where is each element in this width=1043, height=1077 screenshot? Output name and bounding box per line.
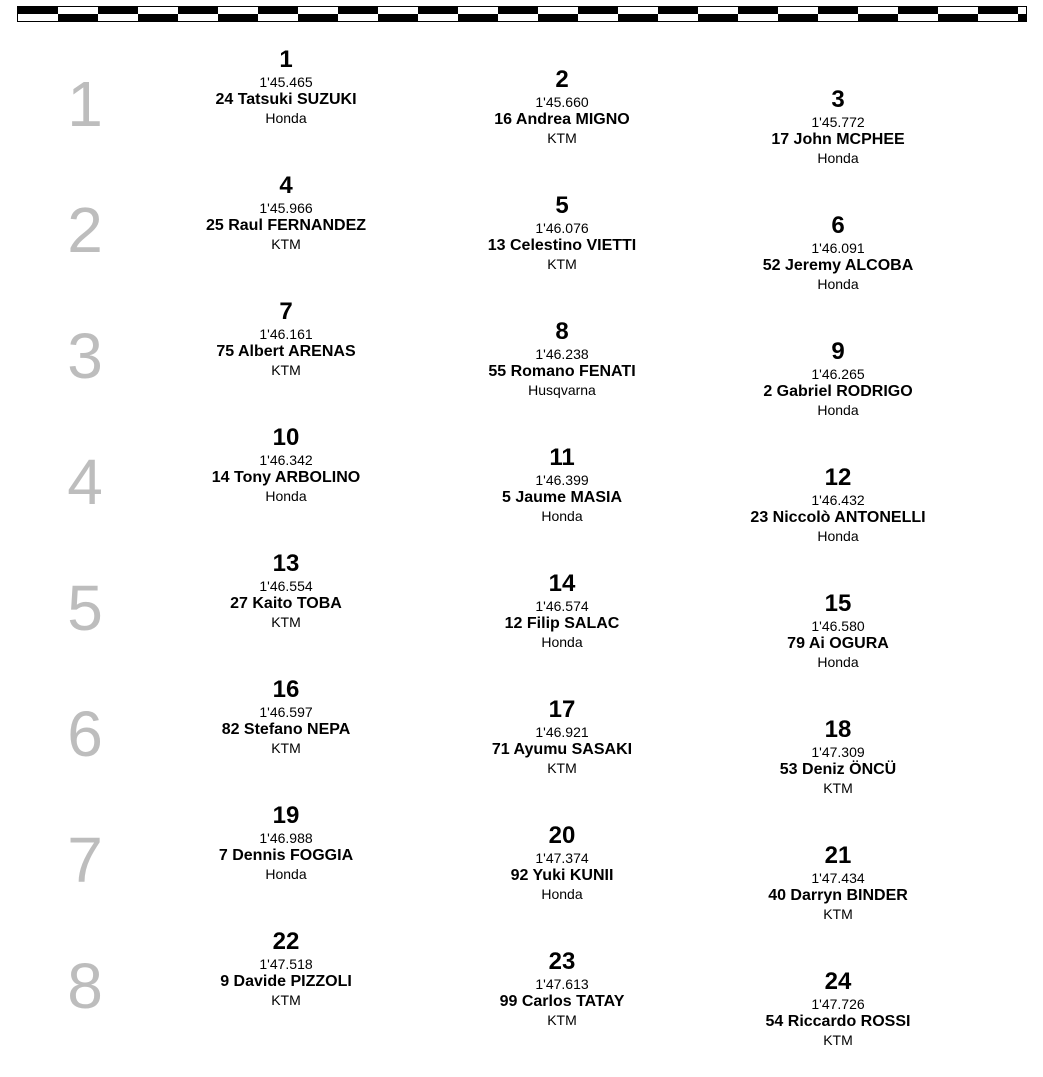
team-name: Honda: [541, 886, 583, 902]
grid-position: 4: [279, 172, 293, 199]
rider-name: 53 Deniz ÖNCÜ: [779, 761, 897, 778]
rider-name: 55 Romano FENATI: [488, 363, 636, 380]
grid-slot: [708, 340, 968, 418]
rider-name: 13 Celestino VIETTI: [487, 237, 637, 254]
grid-slot: [156, 930, 416, 1008]
grid-position: 19: [272, 802, 300, 829]
grid-slot: [156, 552, 416, 630]
grid-row-number: 7: [67, 824, 103, 896]
rider-name: 82 Stefano NEPA: [221, 721, 351, 738]
rider-name: 92 Yuki KUNII: [510, 867, 614, 884]
grid-position: 1: [279, 46, 293, 73]
grid-slot: [708, 970, 968, 1048]
rider-name: 14 Tony ARBOLINO: [211, 469, 361, 486]
rider-name: 5 Jaume MASIA: [501, 489, 623, 506]
lap-time: 1'45.966: [259, 200, 313, 216]
grid-slot: [432, 194, 692, 272]
lap-time: 1'46.265: [811, 366, 865, 382]
team-name: Honda: [265, 110, 307, 126]
team-name: KTM: [547, 256, 577, 272]
team-name: KTM: [823, 906, 853, 922]
grid-position: 11: [549, 444, 575, 471]
team-name: KTM: [823, 780, 853, 796]
lap-time: 1'47.374: [535, 850, 589, 866]
lap-time: 1'46.238: [535, 346, 589, 362]
grid-slot: [156, 678, 416, 756]
rider-name: 17 John MCPHEE: [771, 131, 905, 148]
grid-slot: [708, 214, 968, 292]
team-name: KTM: [547, 760, 577, 776]
lap-time: 1'46.988: [259, 830, 313, 846]
rider-name: 9 Davide PIZZOLI: [220, 973, 352, 990]
team-name: KTM: [547, 130, 577, 146]
grid-slot: [432, 824, 692, 902]
team-name: KTM: [271, 362, 301, 378]
grid-slot: [432, 698, 692, 776]
grid-slot: [432, 950, 692, 1028]
lap-time: 1'47.613: [535, 976, 589, 992]
grid-row-number: 1: [67, 68, 103, 140]
team-name: KTM: [271, 236, 301, 252]
grid-position: 9: [831, 338, 845, 365]
team-name: Honda: [817, 276, 859, 292]
lap-time: 1'45.465: [259, 74, 313, 90]
team-name: KTM: [271, 740, 301, 756]
rider-name: 79 Ai OGURA: [787, 635, 889, 652]
rider-name: 99 Carlos TATAY: [499, 993, 625, 1010]
grid-position: 12: [824, 464, 852, 491]
team-name: Honda: [817, 528, 859, 544]
rider-name: 24 Tatsuki SUZUKI: [215, 91, 357, 108]
team-name: Husqvarna: [528, 382, 596, 398]
grid-position: 3: [831, 86, 845, 113]
grid-row-number: 8: [67, 950, 103, 1022]
lap-time: 1'47.309: [811, 744, 865, 760]
grid-position: 15: [824, 590, 852, 617]
grid-position: 7: [279, 298, 293, 325]
grid-row-number: 5: [67, 572, 103, 644]
team-name: KTM: [271, 992, 301, 1008]
lap-time: 1'46.580: [811, 618, 865, 634]
rider-name: 40 Darryn BINDER: [768, 887, 908, 904]
grid-position: 2: [555, 66, 569, 93]
grid-row-number: 2: [67, 194, 103, 266]
lap-time: 1'46.091: [811, 240, 865, 256]
grid-slot: [156, 804, 416, 882]
lap-time: 1'46.921: [535, 724, 589, 740]
rider-name: 54 Riccardo ROSSI: [765, 1013, 911, 1030]
rider-name: 71 Ayumu SASAKI: [491, 741, 633, 758]
rider-name: 27 Kaito TOBA: [230, 595, 342, 612]
lap-time: 1'47.434: [811, 870, 865, 886]
grid-slot: [432, 446, 692, 524]
rider-name: 12 Filip SALAC: [504, 615, 620, 632]
grid-position: 21: [824, 842, 852, 869]
lap-time: 1'46.076: [535, 220, 589, 236]
grid-row-number: 6: [67, 698, 103, 770]
grid-slot: [432, 68, 692, 146]
team-name: Honda: [817, 150, 859, 166]
lap-time: 1'45.660: [535, 94, 589, 110]
grid-position: 24: [824, 968, 852, 995]
grid-position: 10: [272, 424, 300, 451]
grid-position: 13: [272, 550, 300, 577]
team-name: Honda: [817, 654, 859, 670]
lap-time: 1'46.161: [259, 326, 313, 342]
lap-time: 1'46.342: [259, 452, 313, 468]
grid-position: 6: [831, 212, 845, 239]
rider-name: 7 Dennis FOGGIA: [218, 847, 354, 864]
lap-time: 1'46.432: [811, 492, 865, 508]
rider-name: 2 Gabriel RODRIGO: [763, 383, 913, 400]
grid-slot: [708, 592, 968, 670]
grid-slot: [708, 718, 968, 796]
grid-position: 5: [555, 192, 569, 219]
grid-position: 23: [548, 948, 576, 975]
lap-time: 1'46.574: [535, 598, 589, 614]
grid-position: 14: [548, 570, 576, 597]
lap-time: 1'46.399: [535, 472, 589, 488]
grid-slot: [432, 572, 692, 650]
rider-name: 75 Albert ARENAS: [216, 343, 356, 360]
grid-slot: [156, 426, 416, 504]
grid-slot: [708, 88, 968, 166]
team-name: KTM: [823, 1032, 853, 1048]
grid-position: 17: [548, 696, 576, 723]
grid-slot: [156, 48, 416, 126]
team-name: KTM: [547, 1012, 577, 1028]
grid-position: 8: [555, 318, 569, 345]
grid-slot: [156, 300, 416, 378]
lap-time: 1'45.772: [811, 114, 865, 130]
grid-position: 20: [548, 822, 576, 849]
lap-time: 1'47.518: [259, 956, 313, 972]
team-name: Honda: [817, 402, 859, 418]
grid-position: 16: [272, 676, 300, 703]
team-name: KTM: [271, 614, 301, 630]
grid-slot: [708, 844, 968, 922]
lap-time: 1'46.597: [259, 704, 313, 720]
team-name: Honda: [265, 866, 307, 882]
team-name: Honda: [541, 634, 583, 650]
team-name: Honda: [541, 508, 583, 524]
lap-time: 1'46.554: [259, 578, 313, 594]
rider-name: 23 Niccolò ANTONELLI: [750, 509, 926, 526]
grid-slot: [156, 174, 416, 252]
grid-slot: [708, 466, 968, 544]
team-name: Honda: [265, 488, 307, 504]
grid-position: 22: [272, 928, 300, 955]
lap-time: 1'47.726: [811, 996, 865, 1012]
grid-row-number: 3: [67, 320, 103, 392]
rider-name: 16 Andrea MIGNO: [494, 111, 630, 128]
rider-name: 52 Jeremy ALCOBA: [762, 257, 914, 274]
grid-row-number: 4: [67, 446, 103, 518]
grid-slot: [432, 320, 692, 398]
rider-name: 25 Raul FERNANDEZ: [205, 217, 367, 234]
grid-position: 18: [824, 716, 852, 743]
checkered-flag-banner: [17, 6, 1027, 22]
